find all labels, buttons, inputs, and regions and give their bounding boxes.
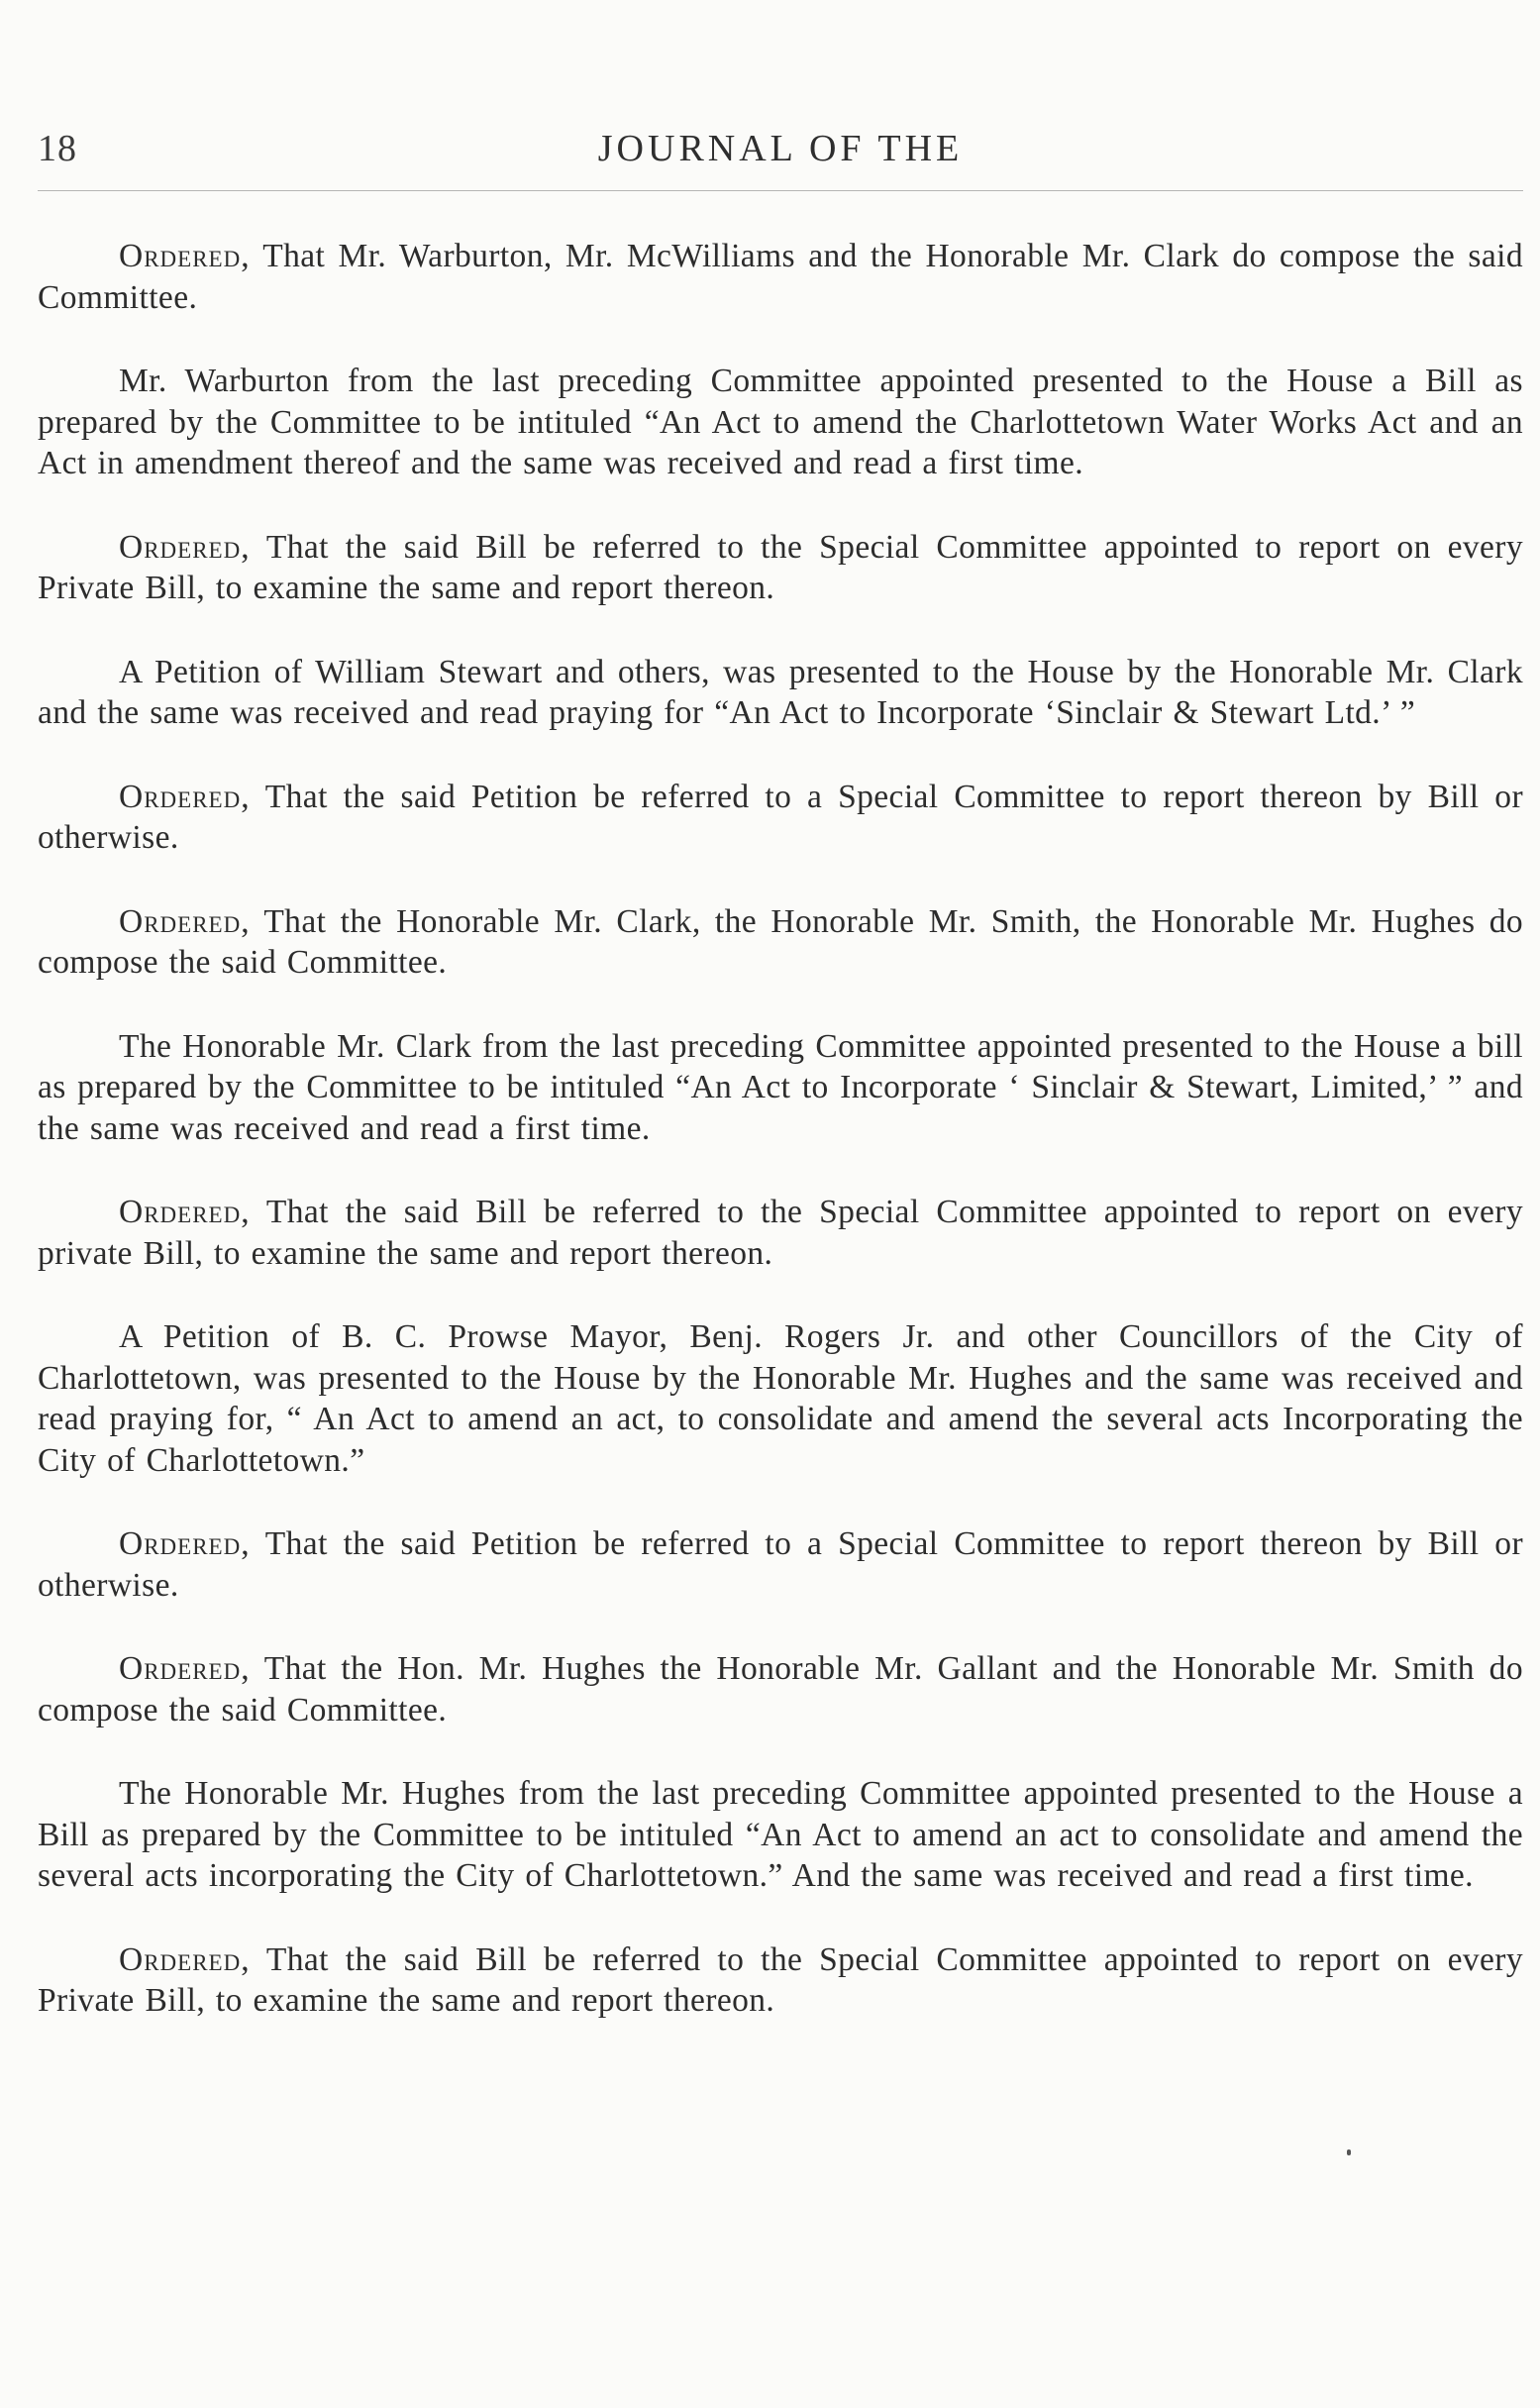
paragraph-text: The Honorable Mr. Clark from the last preceding Committee appointed presented to the House a bill as prepared by the Committee to be intituled “An Act to Incorporate ‘ Sinclair & Stewart, Limited,’ ” and the same was received and read a first time. (38, 1027, 1523, 1147)
ordered-lead: Ordered, (119, 1940, 251, 1978)
ordered-lead: Ordered, (119, 1194, 251, 1230)
paragraph-text: That Mr. Warburton, Mr. McWilliams and the Honorable Mr. Clark do compose the said Committee. (38, 238, 1523, 316)
ordered-lead: Ordered, (119, 238, 251, 274)
paragraph-text: That the said Petition be referred to a Special Committee to report thereon by Bill or otherwise. (38, 778, 1524, 856)
paragraph (38, 1648, 1523, 1730)
paragraph-text: That the said Petition be referred to a Special Committee to report thereon by Bill or otherwise. (38, 1525, 1524, 1604)
paragraph (38, 1316, 1523, 1481)
paragraph (38, 1026, 1523, 1150)
paragraph-text: Mr. Warburton from the last preceding Committee appointed presented to the House a Bill as prepared by the Committee to be intituled “An Act to amend the Charlottetown Water Works Act and an Act in amendment thereof and the same was received and read a first time. (38, 363, 1523, 481)
paragraph-text: That the Honorable Mr. Clark, the Honorable Mr. Smith, the Honorable Mr. Hughes do compose the said Committee. (38, 902, 1524, 981)
paragraph-text: A Petition of William Stewart and others, was presented to the House by the Honorable Mr. Clark and the same was received and read praying for “An Act to Incorporate ‘Sinclair & Stewart Ltd.’ ” (38, 653, 1523, 731)
paragraph-text: That the Hon. Mr. Hughes the Honorable Mr. Gallant and the Honorable Mr. Smith do compose the said Committee. (38, 1650, 1523, 1728)
ordered-lead: Ordered, (119, 902, 251, 940)
ordered-lead: Ordered, (119, 528, 251, 566)
paragraph (38, 1773, 1523, 1897)
paragraph-text: That the said Bill be referred to the Special Committee appointed to report on every Private Bill, to examine the same and report thereon. (38, 1940, 1523, 2019)
ordered-lead: Ordered, (119, 1525, 251, 1562)
paragraph-text: The Honorable Mr. Hughes from the last preceding Committee appointed presented to the House a Bill as prepared by the Committee to be intituled “An Act to amend an act to consolidate and amend the several acts incorporating the City of Charlottetown.” And the same was received and read a first time. (38, 1775, 1523, 1894)
journal-body (38, 236, 1523, 2064)
paragraph (38, 901, 1523, 984)
paragraph (38, 236, 1523, 318)
paragraph-text: A Petition of B. C. Prowse Mayor, Benj. Rogers Jr. and other Councillors of the City of Charlottetown, was presented to the House by the Honorable Mr. Hughes and the same was received and read praying for, “ An Act to amend an act, to consolidate and amend the several acts Incorporating the City of Charlottetown.” (38, 1318, 1523, 1479)
paragraph-text: That the said Bill be referred to the Special Committee appointed to report on every Private Bill, to examine the same and report thereon. (38, 528, 1523, 606)
paragraph (38, 652, 1523, 734)
ordered-lead: Ordered, (119, 778, 251, 815)
paragraph (38, 1192, 1523, 1274)
paragraph (38, 361, 1523, 484)
paragraph (38, 1523, 1523, 1606)
ink-speck (1347, 2149, 1351, 2155)
page-number: 18 (38, 128, 77, 169)
running-head (38, 127, 1523, 176)
paragraph (38, 1939, 1523, 2022)
page-title: JOURNAL OF THE (597, 128, 964, 169)
paragraph-text: That the said Bill be referred to the Special Committee appointed to report on every private Bill, to examine the same and report thereon. (38, 1194, 1523, 1272)
paragraph (38, 777, 1523, 859)
ordered-lead: Ordered, (119, 1650, 251, 1687)
header-rule (38, 190, 1523, 191)
paragraph (38, 527, 1523, 609)
